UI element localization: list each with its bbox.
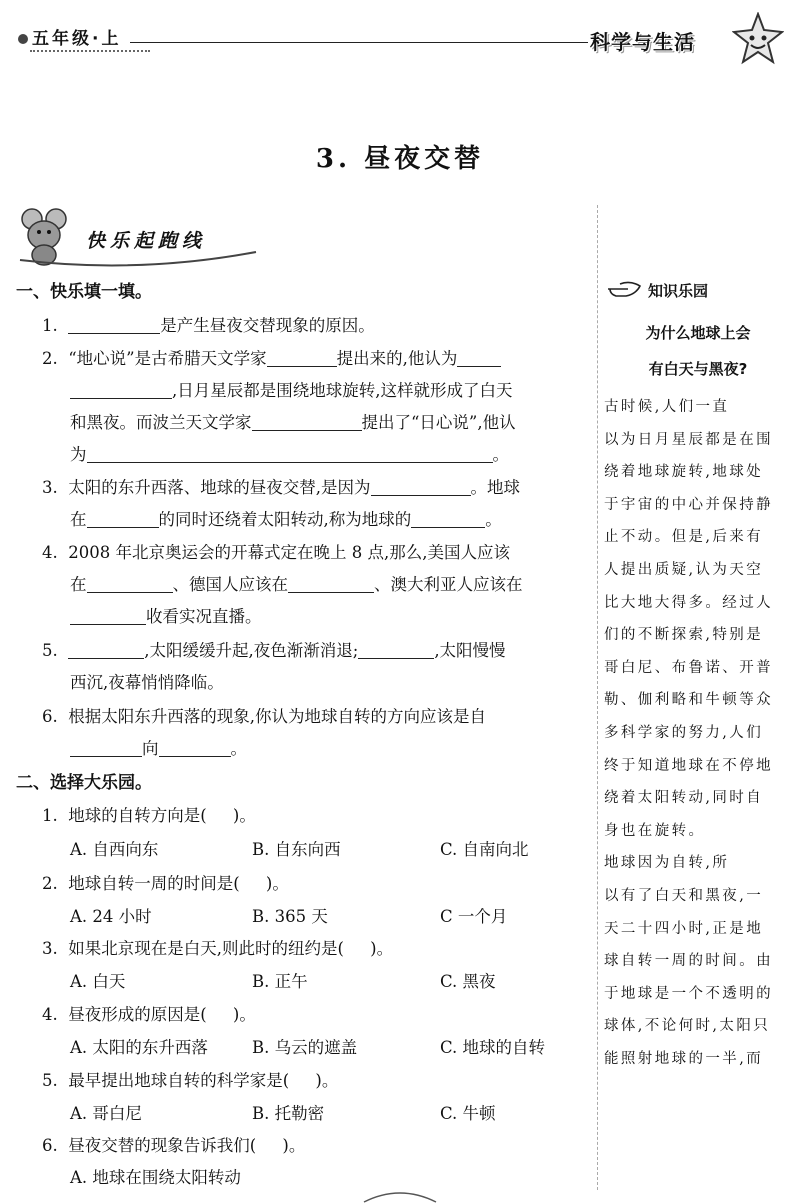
- pointing-hand-icon: [606, 278, 642, 300]
- answer-blank[interactable]: [68, 317, 160, 335]
- fill-q3-line2: [70, 506, 502, 530]
- sidebar-text-line: 们的不断探索,特别是: [604, 627, 764, 644]
- answer-blank[interactable]: [70, 382, 172, 400]
- dot-icon: [18, 34, 28, 44]
- header-rule: [130, 42, 588, 43]
- fill-q2-line3: [70, 409, 516, 433]
- q-text: 西沉,夜幕悄悄降临。: [70, 673, 224, 692]
- header-dotted-rule: [30, 50, 150, 52]
- q-text: 。: [230, 739, 247, 758]
- answer-blank[interactable]: [87, 446, 493, 464]
- sidebar-title-line1: 为什么地球上会: [645, 324, 751, 342]
- fill-q5-line2: [70, 669, 224, 693]
- banner-swoosh: [18, 248, 258, 270]
- answer-blank[interactable]: [87, 576, 173, 594]
- q-text: 最早提出地球自转的科学家是(: [68, 1071, 290, 1090]
- sidebar-text-line: 天二十四小时,正是地: [604, 920, 764, 937]
- q-number: 6.: [42, 707, 58, 726]
- lesson-title: 3. 昼夜交替: [315, 144, 485, 174]
- option-b[interactable]: B. 乌云的遮盖: [252, 1038, 358, 1057]
- fill-q2-line4: [70, 441, 509, 465]
- q-text: 地球的自转方向是(: [68, 806, 207, 825]
- section-fill-heading: 一、快乐填一填。: [16, 282, 152, 302]
- grade-label: [18, 24, 121, 49]
- fill-q4-line2: [70, 571, 523, 595]
- q-text: 的同时还绕着太阳转动,称为地球的: [158, 510, 412, 529]
- fill-q4: [42, 539, 510, 563]
- q-text: )。: [232, 806, 256, 825]
- q-number: 4.: [42, 1005, 58, 1024]
- q-number: 5.: [42, 1071, 58, 1090]
- q-text: 是产生昼夜交替现象的原因。: [160, 316, 375, 335]
- q-number: 1.: [42, 316, 58, 335]
- option-c[interactable]: C. 自南向北: [440, 840, 529, 859]
- q-text: )。: [265, 874, 289, 893]
- q-text: 太阳的东升西落、地球的昼夜交替,是因为: [68, 478, 371, 497]
- sidebar-heading: 知识乐园: [648, 282, 709, 300]
- sidebar-text-line: 球自转一周的时间。由: [604, 953, 773, 970]
- sidebar-text-line: 绕着地球旋转,地球处: [604, 464, 764, 481]
- sidebar-text-line: 古时候,人们一直: [604, 399, 730, 415]
- choice-q3: [42, 935, 393, 959]
- choice-q2: [42, 870, 289, 894]
- option-a[interactable]: A. 太阳的东升西落: [70, 1038, 208, 1057]
- q-text: 提出来的,他认为: [336, 349, 458, 368]
- q-number: 2.: [42, 349, 58, 368]
- q-text: 、德国人应该在: [172, 575, 288, 594]
- sidebar-text-line: 比大地大得多。经过人: [604, 594, 773, 611]
- answer-blank[interactable]: [267, 350, 337, 368]
- q-number: 6.: [42, 1136, 58, 1155]
- option-a[interactable]: A. 地球在围绕太阳转动: [70, 1168, 241, 1187]
- brand-title: 科学与生活: [590, 30, 695, 54]
- fill-q6-line2: [70, 735, 247, 759]
- sidebar-text-line: 人提出质疑,认为天空: [604, 562, 764, 578]
- grade-text: 五年级·上: [32, 29, 122, 49]
- q-text: 根据太阳东升西落的现象,你认为地球自转的方向应该是自: [68, 707, 486, 726]
- q-number: 4.: [42, 543, 58, 562]
- q-number: 2.: [42, 874, 58, 893]
- q-text: 为: [70, 445, 87, 464]
- option-b[interactable]: B. 365 天: [252, 907, 328, 926]
- answer-blank[interactable]: [358, 642, 434, 660]
- sidebar-text-line: 于宇宙的中心并保持静: [604, 496, 773, 513]
- q-text: 提出了“日心说”,他认: [361, 413, 516, 432]
- q-text: 2008 年北京奥运会的开幕式定在晚上 8 点,那么,美国人应该: [68, 543, 510, 562]
- option-c[interactable]: C 一个月: [440, 907, 508, 926]
- option-a[interactable]: A. 自西向东: [70, 840, 159, 859]
- star-mascot-icon: [732, 12, 784, 70]
- choice-q1: [42, 802, 256, 826]
- q-text: 。: [492, 445, 509, 464]
- fill-q4-line3: [70, 603, 262, 627]
- option-b[interactable]: B. 正午: [252, 972, 308, 991]
- option-a[interactable]: A. 哥白尼: [70, 1104, 142, 1123]
- answer-blank[interactable]: [70, 740, 142, 758]
- q-number: 3.: [42, 478, 58, 497]
- sidebar-text-line: 多科学家的努力,人们: [604, 725, 764, 741]
- answer-blank[interactable]: [371, 479, 471, 497]
- sidebar-title-line2: 有白天与黑夜?: [648, 360, 748, 378]
- answer-blank[interactable]: [68, 642, 144, 660]
- section-choice-heading: 二、选择大乐园。: [16, 773, 152, 793]
- q-text: 在: [70, 575, 87, 594]
- option-c[interactable]: C. 地球的自转: [440, 1038, 546, 1057]
- option-a[interactable]: A. 24 小时: [70, 907, 152, 926]
- q-text: )。: [232, 1005, 256, 1024]
- page-number-ornament: [360, 1190, 440, 1204]
- q-text: ,日月星辰都是围绕地球旋转,这样就形成了白天: [172, 381, 513, 400]
- q-text: )。: [315, 1071, 339, 1090]
- sidebar-text-line: 球体,不论何时,太阳只: [604, 1018, 771, 1035]
- q-text: 、澳大利亚人应该在: [374, 575, 523, 594]
- fill-q5: [42, 637, 506, 661]
- option-b[interactable]: B. 自东向西: [252, 840, 341, 859]
- sidebar-text-line: 以为日月星辰都是在围: [604, 431, 773, 448]
- q-text: 昼夜形成的原因是(: [68, 1005, 207, 1024]
- fill-q1: [42, 312, 375, 336]
- q-text: )。: [282, 1136, 306, 1155]
- fill-q2: [42, 345, 501, 369]
- q-number: 3.: [42, 939, 58, 958]
- answer-blank[interactable]: [411, 511, 485, 529]
- banner-heading: 快乐起跑线: [86, 230, 207, 252]
- option-b[interactable]: B. 托勒密: [252, 1104, 325, 1123]
- sidebar-text-line: 能照射地球的一半,而: [604, 1051, 764, 1067]
- sidebar-text-line: 以有了白天和黑夜,一: [604, 888, 764, 904]
- q-text: )。: [370, 939, 394, 958]
- answer-blank[interactable]: [87, 511, 159, 529]
- q-text: 。地球: [470, 478, 520, 497]
- sidebar-text-line: 于地球是一个不透明的: [604, 985, 773, 1002]
- sidebar-text-line: 哥白尼、布鲁诺、开普: [604, 659, 773, 676]
- option-c[interactable]: C. 黑夜: [440, 972, 496, 991]
- q-text: 昼夜交替的现象告诉我们(: [68, 1136, 257, 1155]
- answer-blank[interactable]: [288, 576, 374, 594]
- q-text: 收看实况直播。: [146, 607, 262, 626]
- q-text: 地球自转一周的时间是(: [68, 874, 240, 893]
- fill-q6: [42, 703, 486, 727]
- answer-blank[interactable]: [70, 608, 146, 626]
- q-text: ,太阳缓缓升起,夜色渐渐消退;: [144, 641, 359, 660]
- q-number: 5.: [42, 641, 58, 660]
- q-text: 在: [70, 510, 87, 529]
- sidebar-text-line: 勒、伽利略和牛顿等众: [604, 692, 773, 709]
- q-number: 1.: [42, 806, 58, 825]
- sidebar-text-line: 地球因为自转,所: [604, 855, 730, 872]
- q-text: 向: [142, 739, 159, 758]
- sidebar-text-line: 止不动。但是,后来有: [604, 529, 764, 546]
- choice-q6: [42, 1132, 305, 1156]
- answer-blank[interactable]: [457, 350, 501, 368]
- q-text: “地心说”是古希腊天文学家: [68, 349, 267, 368]
- option-a[interactable]: A. 白天: [70, 972, 126, 991]
- answer-blank[interactable]: [252, 414, 362, 432]
- fill-q3: [42, 474, 520, 498]
- sidebar-text-line: 终于知道地球在不停地: [604, 757, 773, 774]
- fill-q2-line2: [70, 377, 513, 401]
- option-c[interactable]: C. 牛顿: [440, 1104, 496, 1123]
- sidebar-text-line: 身也在旋转。: [604, 822, 706, 839]
- column-divider: [597, 205, 598, 1190]
- q-text: 和黑夜。而波兰天文学家: [70, 413, 252, 432]
- q-text: 。: [485, 510, 502, 529]
- sidebar-text-line: 绕着太阳转动,同时自: [604, 790, 764, 807]
- q-text: 如果北京现在是白天,则此时的纽约是(: [68, 939, 344, 958]
- choice-q4: [42, 1001, 256, 1025]
- answer-blank[interactable]: [159, 740, 231, 758]
- choice-q5: [42, 1067, 338, 1091]
- q-text: ,太阳慢慢: [434, 641, 506, 660]
